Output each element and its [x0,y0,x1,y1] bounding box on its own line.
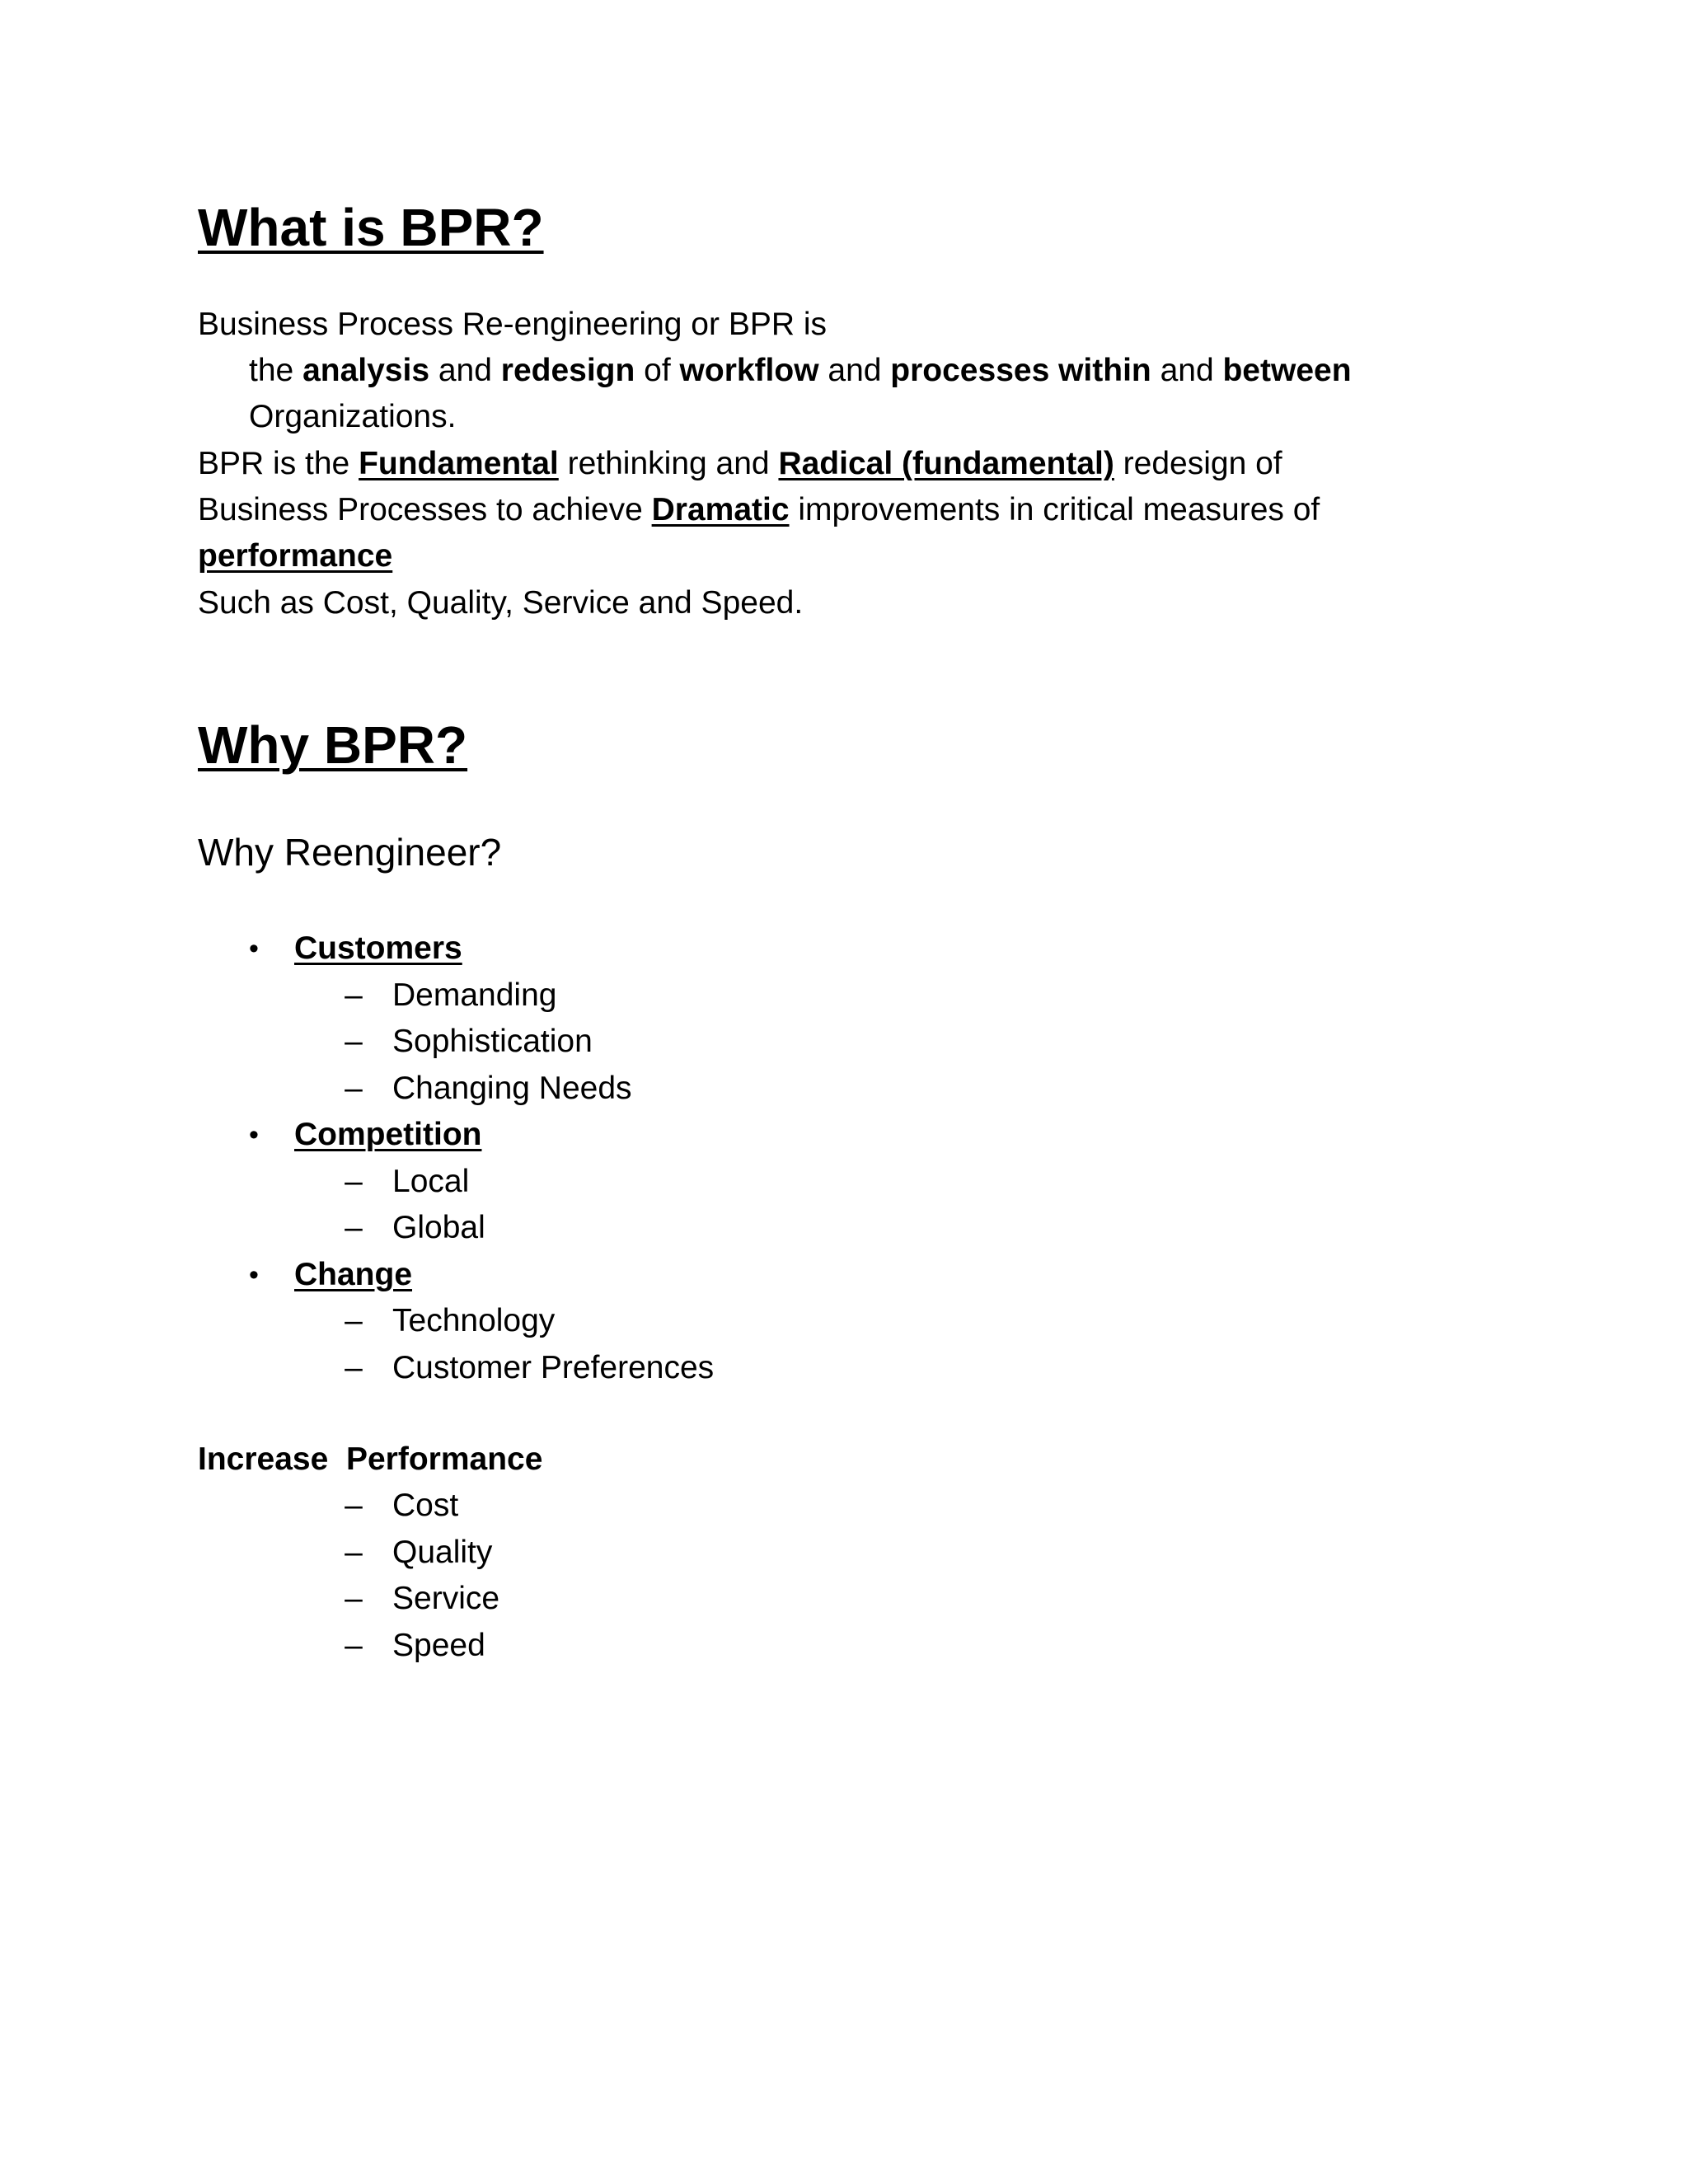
fundamental-line-1 [198,441,1282,487]
fundamental-line-2 [198,487,1320,533]
text-run: rethinking and [558,446,779,481]
definition-line-2 [249,348,1352,394]
dash-icon: – [345,1488,363,1523]
sub-item-label: Demanding [392,977,557,1013]
text-run: analysis [302,353,430,388]
text-run: processes within [890,353,1151,388]
dash-icon: – [345,1210,363,1245]
dash-icon: – [345,1627,363,1663]
text-run: redesign [500,353,635,388]
dash-icon: – [345,1534,363,1570]
text-run: and [818,353,891,388]
text-run: of [635,353,680,388]
text-run: redesign of [1114,446,1282,481]
increase-performance-heading: Increase Performance [198,1441,543,1477]
dash-icon: – [345,977,363,1013]
bullet-label: Change [294,1256,413,1292]
sub-item-label: Customer Preferences [392,1349,715,1385]
performance-keyword: performance [198,538,393,574]
sub-item-label: Quality [392,1534,493,1570]
text-run: Radical (fundamental) [778,446,1114,481]
definition-line-1: Business Process Re-engineering or BPR is [198,307,828,342]
sub-item-label: Cost [392,1488,459,1523]
sub-item-label: Speed [392,1627,485,1663]
text-run: and [1151,353,1223,388]
dash-icon: – [345,1024,363,1059]
text-run: BPR is the [198,446,359,481]
sub-item-label: Technology [392,1303,556,1338]
dash-icon: – [345,1163,363,1199]
dash-icon: – [345,1581,363,1616]
bullet-icon: • [249,1119,259,1151]
dash-icon: – [345,1349,363,1385]
text-run: the [249,353,303,388]
heading-what-is-bpr: What is BPR? [198,198,544,257]
bullet-icon: • [249,1258,259,1291]
bullet-label: Customers [294,930,462,966]
why-reengineer-subtitle: Why Reengineer? [198,831,502,874]
definition-line-3: Organizations. [249,399,457,434]
measures-line: Such as Cost, Quality, Service and Speed. [198,585,804,621]
sub-item-label: Service [392,1581,500,1616]
sub-item-label: Global [392,1210,485,1245]
text-run: and [429,353,501,388]
bullet-icon: • [249,933,259,964]
text-run: between [1222,353,1352,388]
dash-icon: – [345,1070,363,1106]
text-run: improvements in critical measures of [789,492,1320,527]
text-run: Dramatic [651,492,790,527]
bullet-label: Competition [294,1117,482,1152]
text-run: Fundamental [359,446,559,481]
text-run: Business Processes to achieve [198,492,652,527]
text-run: workflow [679,353,819,388]
sub-item-label: Local [392,1163,470,1199]
dash-icon: – [345,1303,363,1338]
heading-why-bpr: Why BPR? [198,715,468,775]
sub-item-label: Sophistication [392,1024,593,1059]
sub-item-label: Changing Needs [392,1070,632,1106]
